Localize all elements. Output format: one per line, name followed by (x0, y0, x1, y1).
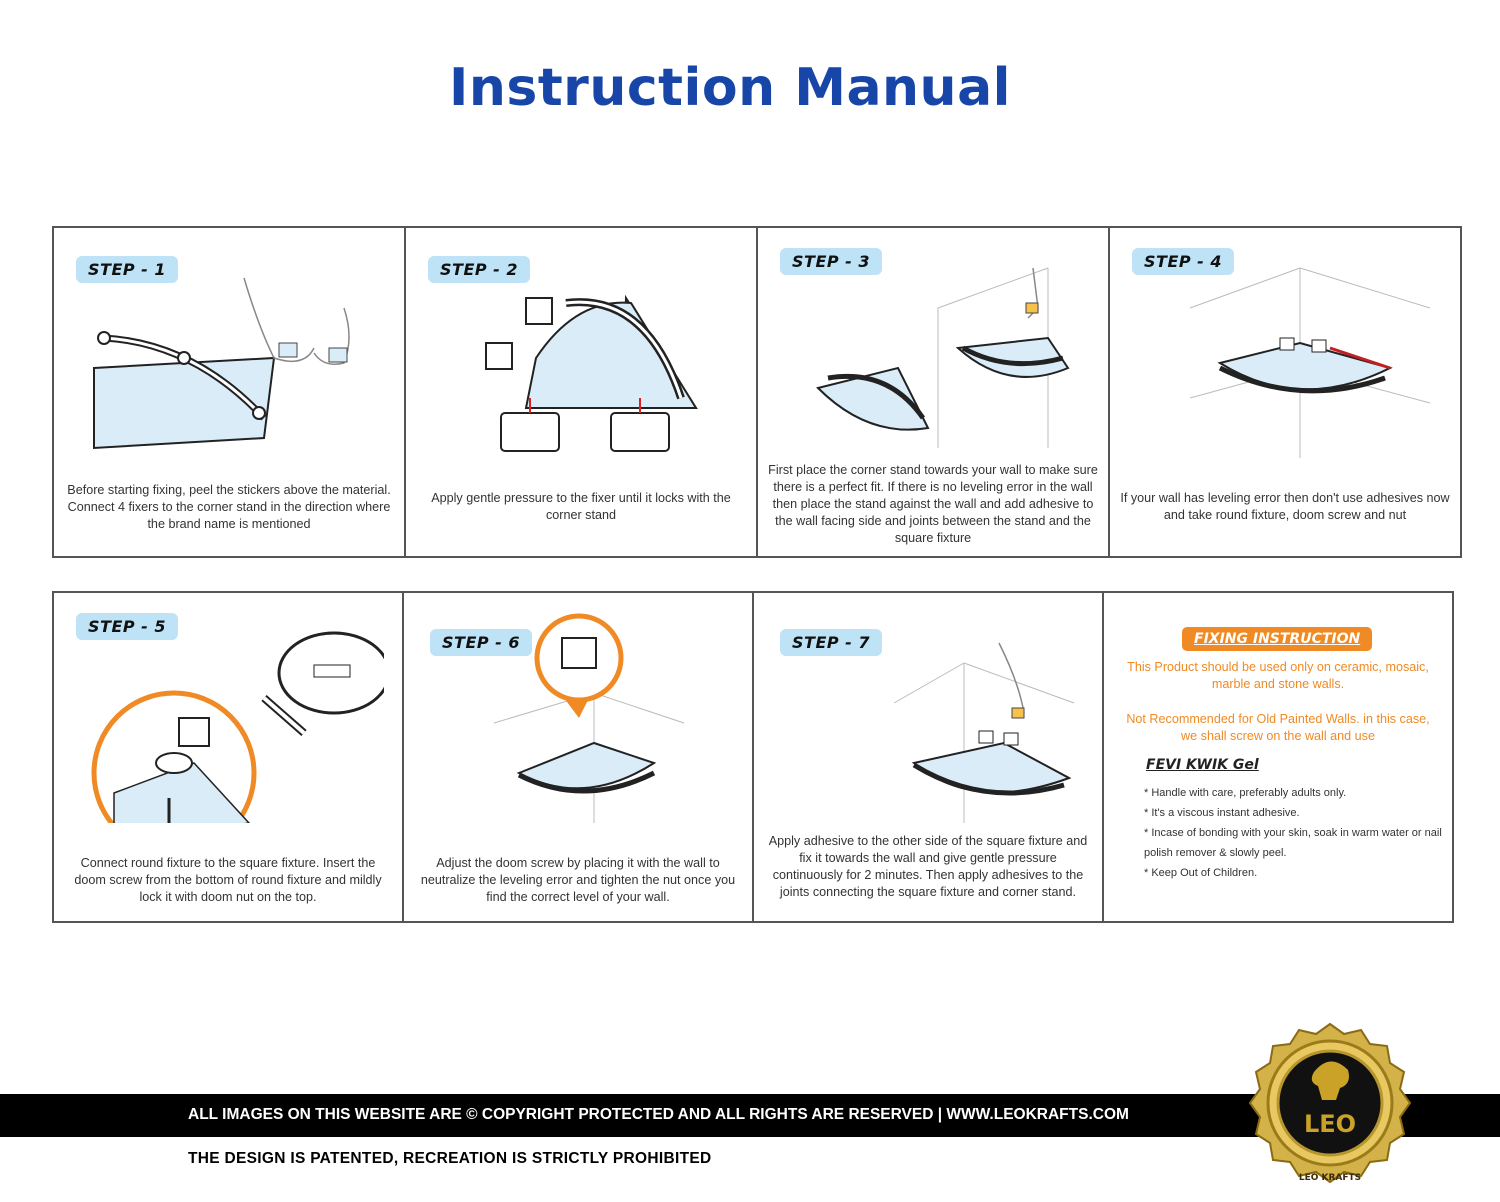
fixing-instruction-panel (1102, 593, 1454, 921)
steps-row-1 (52, 226, 1462, 558)
step-5-caption: Connect round fixture to the square fixture. Insert the doom screw from the bottom of round fixture and mildly lock it with doom nut on the top. (74, 856, 382, 904)
step-6-badge: STEP - 6 (430, 629, 532, 656)
page-title: Instruction Manual (449, 58, 1011, 118)
step-1-panel (52, 228, 404, 556)
adhesive-product-name: FEVI KWIK Gel (1146, 757, 1259, 773)
precaution-item: * It's a viscous instant adhesive. (1144, 803, 1444, 823)
adhesive-precautions-list (1144, 783, 1444, 883)
step-7-caption: Apply adhesive to the other side of the square fixture and fix it towards the wall and give gentle pressure continuously for 2 minutes. Then apply adhesives to the joints connecting the square fixture and corner stand. (768, 834, 1088, 899)
step-4-illustration (1130, 248, 1440, 458)
fixing-instruction-title: FIXING INSTRUCTION (1182, 627, 1372, 651)
step-4-panel (1108, 228, 1462, 556)
step-1-caption: Before starting fixing, peel the stickers above the material. Connect 4 fixers to the corner stand in the direction where the brand name is mentioned (67, 483, 391, 531)
step-7-badge: STEP - 7 (780, 629, 882, 656)
precaution-item: * Keep Out of Children. (1144, 863, 1444, 883)
logo-monogram: LEO (1303, 1110, 1357, 1138)
logo-brand-name: LEO KRAFTS (1298, 1173, 1362, 1183)
step-5-illustration (74, 613, 384, 823)
steps-row-2 (52, 591, 1454, 923)
step-5-panel (52, 593, 402, 921)
step-2-badge: STEP - 2 (428, 256, 530, 283)
fixing-usage-note: This Product should be used only on ceramic, mosaic, marble and stone walls. (1127, 660, 1429, 691)
step-3-caption: First place the corner stand towards your wall to make sure there is a perfect fit. If there is no leveling error in the wall then place the stand against the wall and add adhesive to the wall facing side and joints between the stand and the square fixture (768, 463, 1098, 545)
step-1-badge: STEP - 1 (76, 256, 178, 283)
step-4-badge: STEP - 4 (1132, 248, 1234, 275)
step-2-caption: Apply gentle pressure to the fixer until it locks with the corner stand (431, 491, 731, 522)
step-3-panel (756, 228, 1108, 556)
precaution-item: * Incase of bonding with your skin, soak in warm water or nail polish remover & slowly peel. (1144, 823, 1444, 863)
step-3-badge: STEP - 3 (780, 248, 882, 275)
step-6-caption: Adjust the doom screw by placing it with the wall to neutralize the leveling error and tighten the nut once you find the correct level of your wall. (420, 856, 736, 904)
fixing-warning-note: Not Recommended for Old Painted Walls. in this case, we shall screw on the wall and use (1126, 712, 1430, 743)
step-4-caption: If your wall has leveling error then don't use adhesives now and take round fixture, doom screw and nut (1120, 491, 1450, 522)
copyright-notice: ALL IMAGES ON THIS WEBSITE ARE © COPYRIGHT PROTECTED AND ALL RIGHTS ARE RESERVED | WWW.LEOKRAFTS.COM (188, 1106, 1129, 1123)
step-7-panel (752, 593, 1102, 921)
step-2-panel (404, 228, 756, 556)
precaution-item: * Handle with care, preferably adults only. (1144, 783, 1444, 803)
step-5-badge: STEP - 5 (76, 613, 178, 640)
patent-notice: THE DESIGN IS PATENTED, RECREATION IS STRICTLY PROHIBITED (188, 1150, 712, 1167)
step-6-panel (402, 593, 752, 921)
leo-krafts-seal-logo (1244, 1022, 1416, 1194)
step-3-illustration (778, 248, 1088, 458)
